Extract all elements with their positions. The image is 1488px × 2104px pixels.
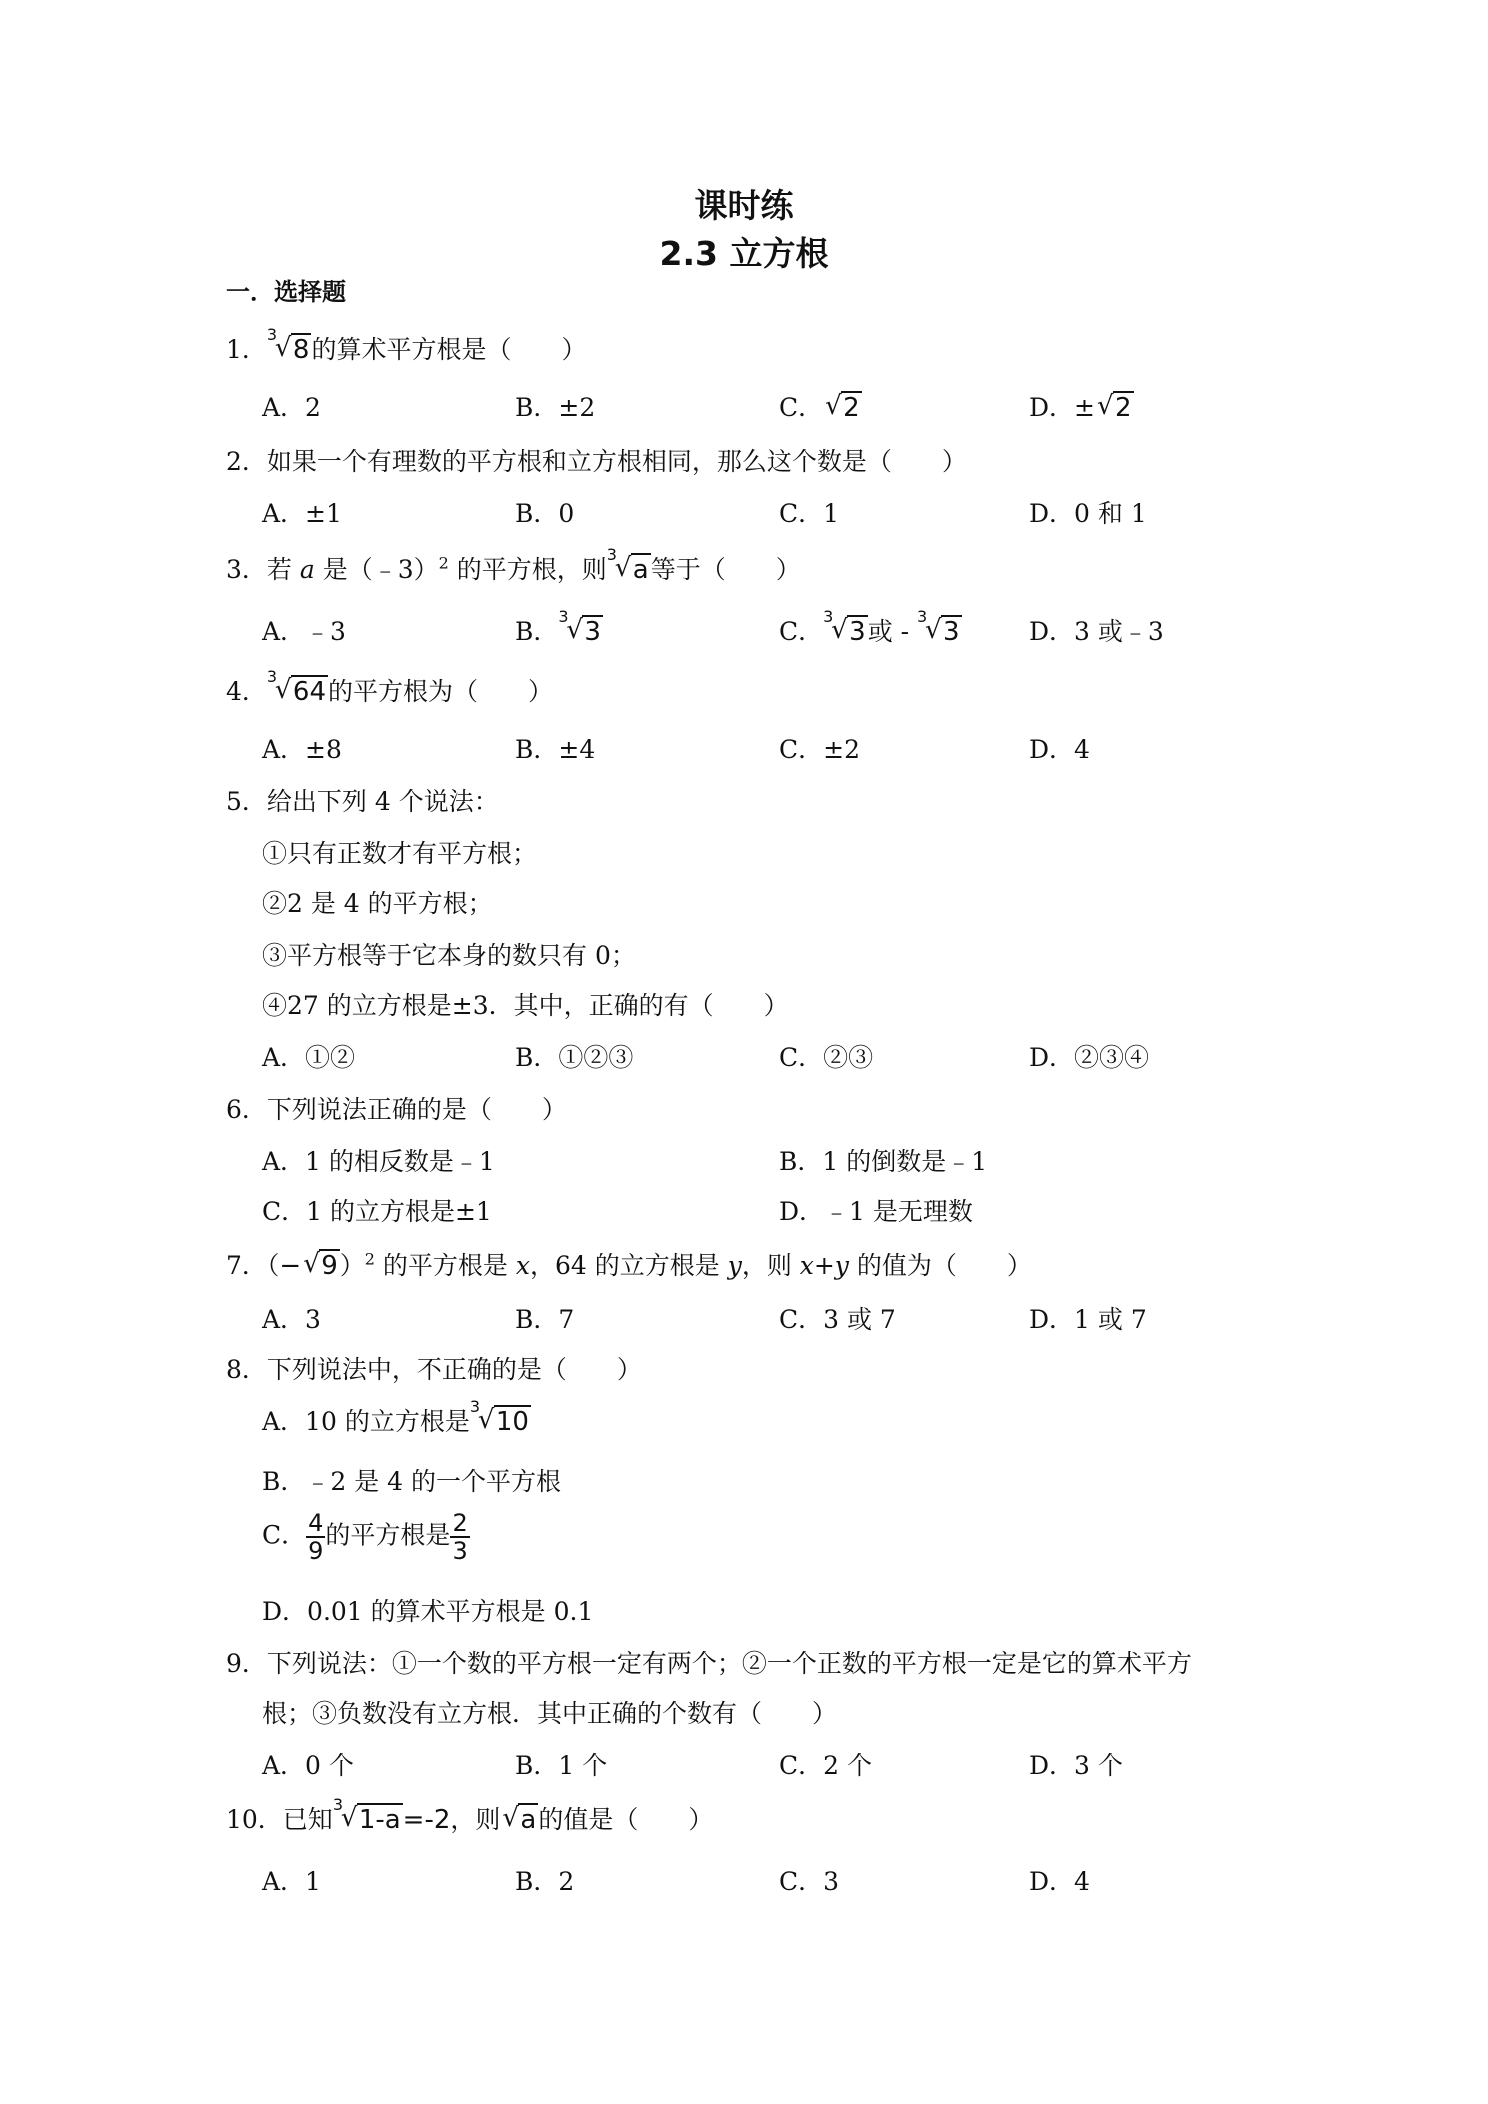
fraction-4-9: $\frac{4}{9}$: [308, 1509, 324, 1565]
page-subtitle: 2.3 立方根: [659, 234, 829, 273]
q1-option-d: D．± √ 2: [1029, 391, 1132, 423]
q5-statement-2: ②2 是 4 的平方根；: [262, 889, 493, 918]
question-8: 8．下列说法中，不正确的是（ ）: [226, 1355, 642, 1384]
q9-option-d: D．3 个: [1029, 1751, 1123, 1780]
q5-option-a: A．①②: [262, 1043, 356, 1072]
q3-option-b: B． 3 √ 3: [515, 607, 601, 647]
q4-option-c: C．±2: [779, 735, 860, 764]
cube-root: 3 √ 8: [266, 325, 310, 365]
question-7: 7．（− √ 9）$^2$ 的平方根是 x，64 的立方根是 y，则 x+y 的值为（ ）: [226, 1249, 1032, 1281]
q5-option-b: B．①②③: [515, 1043, 634, 1072]
q8-option-b: B．﹣2 是 4 的一个平方根: [262, 1467, 562, 1496]
q10-option-c: C．3: [779, 1867, 840, 1896]
q4-option-b: B．±4: [515, 735, 596, 764]
q2-option-d: D．0 和 1: [1029, 499, 1147, 528]
page-title: 课时练: [694, 186, 794, 225]
question-2: 2．如果一个有理数的平方根和立方根相同，那么这个数是（ ）: [226, 447, 967, 476]
fraction-2-3: $\frac{2}{3}$: [452, 1509, 468, 1565]
q10-option-b: B．2: [515, 1867, 575, 1896]
q1-number: 1．: [226, 335, 267, 364]
q2-option-b: B．0: [515, 499, 575, 528]
q5-statement-3: ③平方根等于它本身的数只有 0；: [262, 941, 636, 970]
q1-text: 的算术平方根是（ ）: [311, 335, 587, 364]
q1-option-c: C． √ 2: [779, 391, 860, 423]
q10-option-a: A．1: [262, 1867, 321, 1896]
question-3: 3．若 a 是（﹣3）$^2$ 的平方根，则 3 √ a等于（ ）: [226, 545, 801, 585]
question-9-line-1: 9．下列说法：①一个数的平方根一定有两个；②一个正数的平方根一定是它的算术平方: [226, 1649, 1192, 1678]
q8-option-d: D．0.01 的算术平方根是 0.1: [262, 1597, 594, 1626]
q3-option-a: A．﹣3: [262, 617, 346, 646]
question-4: 4． 3 √ 64的平方根为（ ）: [226, 667, 554, 707]
q7-option-b: B．7: [515, 1305, 575, 1334]
cube-root: 3 √ 64: [266, 667, 326, 707]
question-9-line-2: 根；③负数没有立方根．其中正确的个数有（ ）: [262, 1699, 838, 1728]
q3-option-c: C． 3 √ 3或 - 3 √ 3: [779, 607, 960, 647]
q5-statement-4: ④27 的立方根是±3．其中，正确的有（ ）: [262, 991, 789, 1020]
q6-option-b: B．1 的倒数是﹣1: [779, 1147, 988, 1176]
q7-option-a: A．3: [262, 1305, 321, 1334]
q9-option-b: B．1 个: [515, 1751, 608, 1780]
q6-option-c: C．1 的立方根是±1: [262, 1197, 492, 1226]
question-10: 10．已知 3 √ 1-a=-2，则 √ a的值是（ ）: [226, 1795, 714, 1835]
question-1: [226, 325, 587, 366]
q6-option-a: A．1 的相反数是﹣1: [262, 1147, 495, 1176]
q2-option-c: C．1: [779, 499, 840, 528]
q3-option-d: D．3 或﹣3: [1029, 617, 1164, 646]
q9-option-c: C．2 个: [779, 1751, 872, 1780]
q5-statement-1: ①只有正数才有平方根；: [262, 839, 538, 868]
question-5: 5．给出下列 4 个说法：: [226, 787, 499, 816]
q8-option-c: C． $\frac{4}{9}$ 的平方根是 $\frac{2}{3}$: [262, 1509, 468, 1565]
q4-option-d: D．4: [1029, 735, 1090, 764]
q5-option-d: D．②③④: [1029, 1043, 1150, 1072]
q1-option-b: B．±2: [515, 393, 596, 422]
q9-option-a: A．0 个: [262, 1751, 354, 1780]
q6-option-d: D．﹣1 是无理数: [779, 1197, 973, 1226]
q2-option-a: A．±1: [262, 499, 342, 528]
q8-option-a: A．10 的立方根是 3 √ 10: [262, 1397, 529, 1437]
q4-option-a: A．±8: [262, 735, 342, 764]
q1-option-a: A．2: [262, 393, 321, 422]
q5-option-c: C．②③: [779, 1043, 874, 1072]
section-heading: 一．选择题: [226, 278, 346, 306]
q7-option-c: C．3 或 7: [779, 1305, 896, 1334]
q7-option-d: D．1 或 7: [1029, 1305, 1147, 1334]
q10-option-d: D．4: [1029, 1867, 1090, 1896]
cube-root: 3 √ a: [606, 545, 649, 585]
question-6: 6．下列说法正确的是（ ）: [226, 1095, 567, 1124]
